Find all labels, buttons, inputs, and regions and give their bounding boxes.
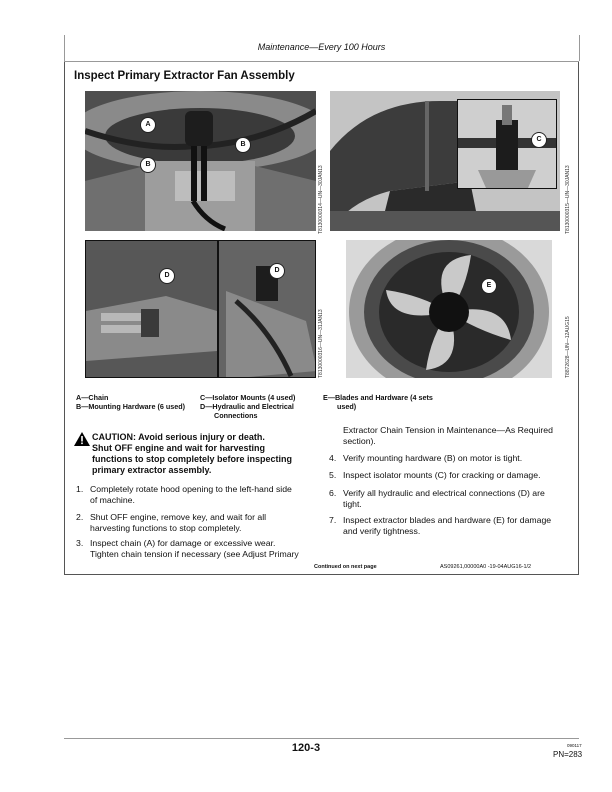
step-text: Inspect isolator mounts (C) for cracking or damage. bbox=[343, 470, 541, 480]
step-text: Completely rotate hood opening to the left-hand side bbox=[90, 484, 292, 494]
legend-item-b: B—Mounting Hardware (6 used) bbox=[76, 402, 186, 411]
caution-line: functions to stop completely before inspecting bbox=[92, 454, 293, 464]
step-number: 4. bbox=[329, 453, 337, 463]
caution-line: Shut OFF engine and wait for harvesting bbox=[92, 443, 266, 453]
running-header: Maintenance—Every 100 Hours bbox=[257, 42, 386, 52]
callout-c: C bbox=[531, 132, 547, 148]
image-caption: T8130000314—UN—30JAN13 bbox=[318, 165, 324, 234]
legend-item-d: D—Hydraulic and Electrical bbox=[200, 402, 294, 411]
callout-b: B bbox=[140, 157, 156, 173]
callout-d: D bbox=[159, 268, 175, 284]
step-text: of machine. bbox=[90, 495, 135, 505]
photo-isolator-mounts bbox=[330, 91, 560, 231]
part-number: PN=283 bbox=[553, 750, 583, 759]
image-caption: T8130000315—UN—30JAN13 bbox=[565, 165, 571, 234]
inset-isolator bbox=[457, 99, 557, 189]
step-text: Tighten chain tension if necessary (see Adjust Primary bbox=[90, 549, 299, 559]
image-caption: T8130000316—UN—31JAN13 bbox=[318, 309, 324, 378]
callout-b: B bbox=[235, 137, 251, 153]
legend-column bbox=[200, 393, 295, 420]
caution-line: primary extractor assembly. bbox=[92, 465, 212, 475]
legend-item-d-cont: Connections bbox=[214, 411, 258, 420]
callout-d: D bbox=[269, 263, 285, 279]
image-caption: T8872628—UN—12AUG15 bbox=[565, 316, 571, 378]
step-text: tight. bbox=[343, 499, 362, 509]
photo-hydraulic-connections bbox=[85, 240, 316, 378]
step-text: Extractor Chain Tension in Maintenance—As Required bbox=[343, 425, 553, 435]
photo-chain-motor bbox=[85, 91, 316, 231]
step-text: Shut OFF engine, remove key, and wait for all bbox=[90, 512, 267, 522]
step-text: and verify tightness. bbox=[343, 526, 421, 536]
step-number: 7. bbox=[329, 515, 337, 525]
step-text: section). bbox=[343, 436, 376, 446]
callout-a: A bbox=[140, 117, 156, 133]
continued-note: Continued on next page bbox=[314, 564, 377, 570]
step-text: Inspect extractor blades and hardware (E) for damage bbox=[343, 515, 552, 525]
step-text: Verify mounting hardware (B) on motor is tight. bbox=[343, 453, 523, 463]
step-text: harvesting functions to stop completely. bbox=[90, 523, 242, 533]
callout-e: E bbox=[481, 278, 497, 294]
step-text: Inspect chain (A) for damage or excessive wear. bbox=[90, 538, 276, 548]
section-title: Inspect Primary Extractor Fan Assembly bbox=[74, 70, 295, 82]
step-number: 6. bbox=[329, 488, 337, 498]
legend-column bbox=[323, 393, 433, 411]
legend-item-c: C—Isolator Mounts (4 used) bbox=[200, 393, 296, 402]
step-number: 3. bbox=[76, 538, 84, 548]
document-id: AS09261,00000A0 -19-04AUG16-1/2 bbox=[440, 564, 532, 570]
caution-line: CAUTION: Avoid serious injury or death. bbox=[92, 432, 265, 442]
step-number: 2. bbox=[76, 512, 84, 522]
photo-chain-motor-illustration bbox=[85, 91, 316, 231]
step-3-continuation bbox=[343, 425, 573, 447]
photo-hydraulic-connections-illustration bbox=[86, 241, 316, 378]
step-number: 1. bbox=[76, 484, 84, 494]
step-text: Verify all hydraulic and electrical connections (D) are bbox=[343, 488, 545, 498]
photo-fan-blades bbox=[346, 240, 552, 378]
caution-block bbox=[74, 432, 319, 476]
header-right-rule bbox=[579, 35, 580, 61]
legend-item-e-cont: used) bbox=[337, 402, 357, 411]
footer-code: 090117 bbox=[567, 743, 582, 748]
page-number: 120-3 bbox=[291, 742, 321, 754]
footer-divider bbox=[64, 738, 579, 739]
legend-item-e: E—Blades and Hardware (4 sets bbox=[323, 393, 433, 402]
step-number: 5. bbox=[329, 470, 337, 480]
legend-item-a: A—Chain bbox=[76, 393, 109, 402]
legend-column bbox=[76, 393, 185, 411]
photo-fan-blades-illustration bbox=[346, 240, 552, 378]
